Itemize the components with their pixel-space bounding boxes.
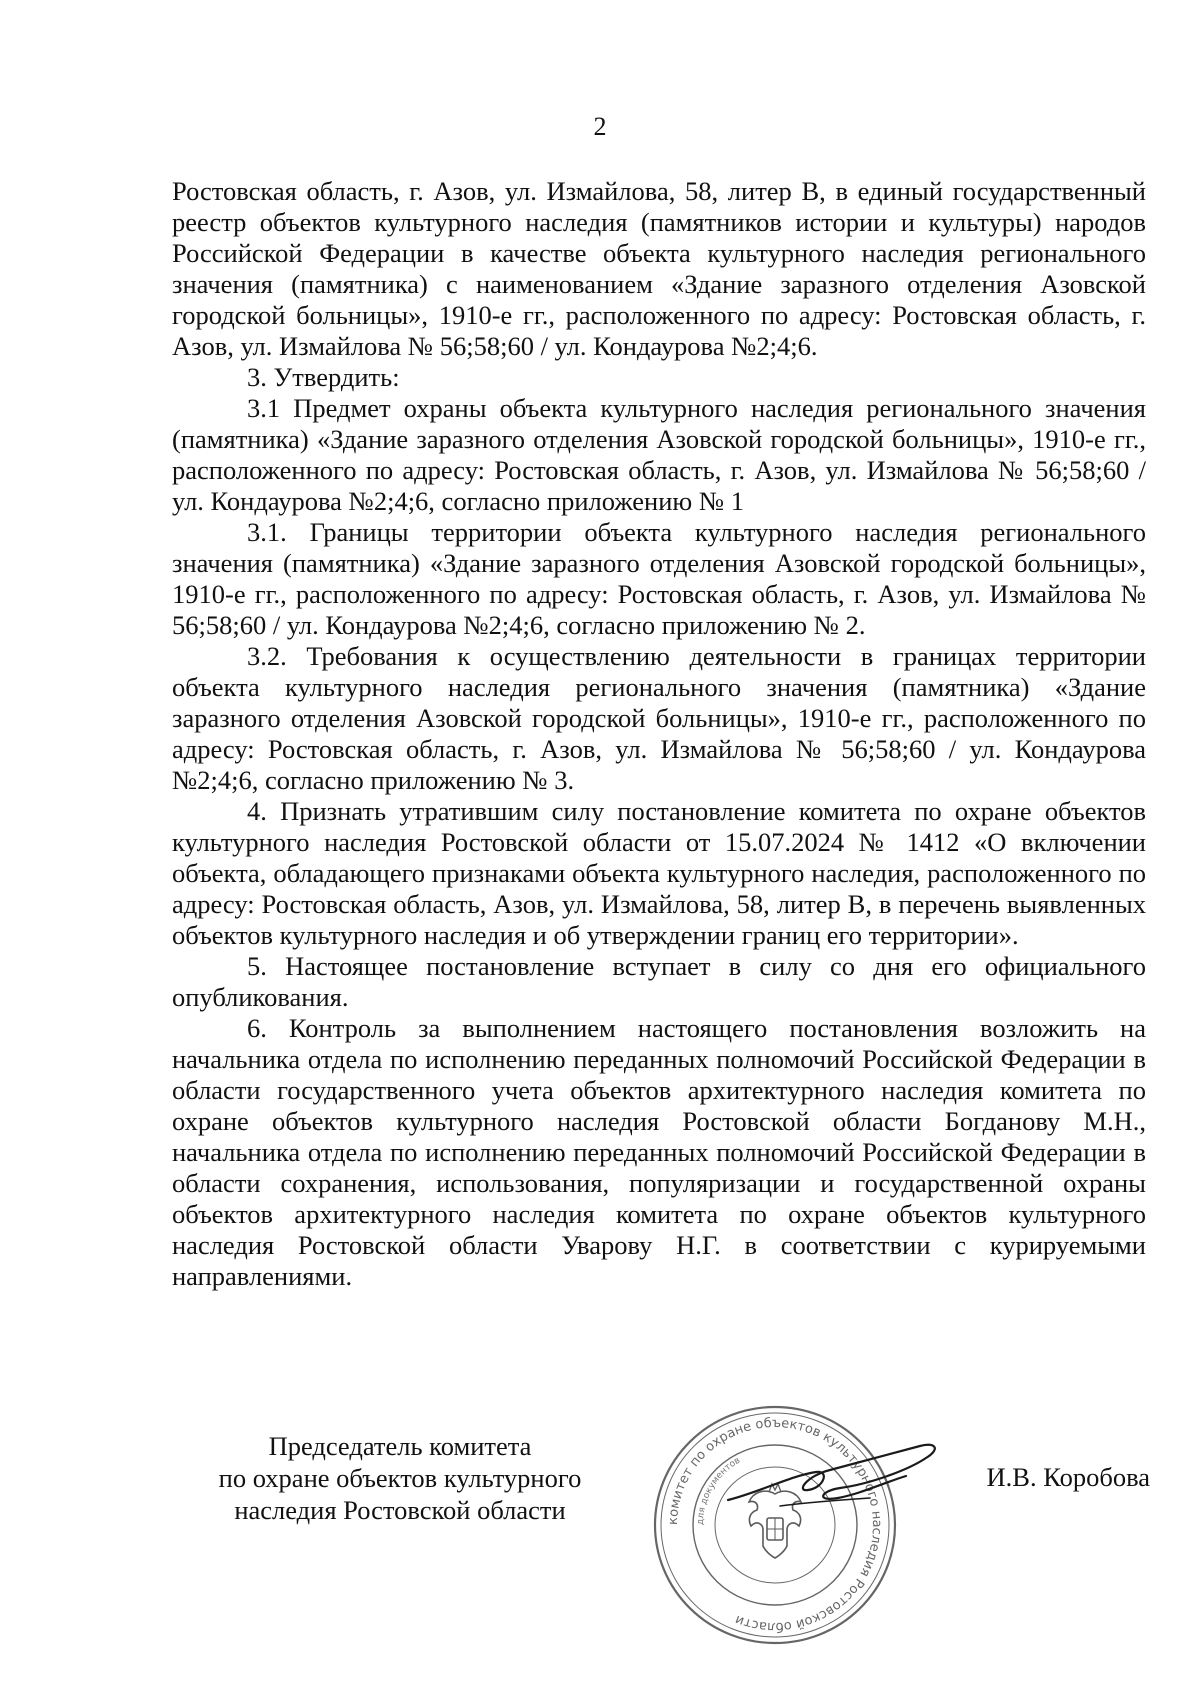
- signatory-position-line: Председатель комитета: [268, 1431, 532, 1461]
- signatory-position: [190, 1430, 610, 1526]
- handwritten-signature: [720, 1432, 950, 1532]
- paragraph-item-3-2: 3.2. Требования к осуществлению деятельности в границах территории объекта культурного наследия регионального значения (памятника) «Здание заразного отделения Азовской городской больницы», 1910-е гг., расположенного по адресу: Ростовская область, г. Азов, ул. Измайлова № 56;58;60 / ул. Кондаурова №2;4;6, согласно приложению № 3.: [172, 641, 1146, 795]
- document-body: [172, 176, 1146, 1292]
- paragraph-item-3-1-subject: 3.1 Предмет охраны объекта культурного наследия регионального значения (памятника) «Здание заразного отделения Азовской городской больницы», 1910-е гг., расположенного по адресу: Ростовская область, г. Азов, ул. Измайлова № 56;58;60 / ул. Кондаурова №2;4;6, согласно приложению № 1: [172, 393, 1146, 516]
- paragraph-item-6: 6. Контроль за выполнением настоящего постановления возложить на начальника отдела по исполнению переданных полномочий Российской Федерации в области государственного учета объектов архитектурного наследия комитета по охране объектов культурного наследия Ростовской области Богданову М.Н., начальника отдела по исполнению переданных полномочий Российской Федерации в области сохранения, использования, популяризации и государственной охраны объектов архитектурного наследия комитета по охране объектов культурного наследия Ростовской области Уварову Н.Г. в соответствии с курируемыми направлениями.: [172, 1013, 1146, 1291]
- page-number: 2: [593, 112, 607, 141]
- signatory-position-line: по охране объектов культурного: [218, 1463, 582, 1493]
- signatory-name: И.В. Коробова: [986, 1462, 1150, 1492]
- paragraph-item-5: 5. Настоящее постановление вступает в силу со дня его официального опубликования.: [172, 951, 1146, 1012]
- paragraph-continuation: Ростовская область, г. Азов, ул. Измайлова, 58, литер В, в единый государственный реестр объектов культурного наследия (памятников истории и культуры) народов Российской Федерации в качестве объекта культурного наследия регионального значения (памятника) с наименованием «Здание заразного отделения Азовской городской больницы», 1910-е гг., расположенного по адресу: Ростовская область, г. Азов, ул. Измайлова № 56;58;60 / ул. Кондаурова №2;4;6.: [172, 176, 1146, 361]
- paragraph-item-3: 3. Утвердить:: [247, 362, 400, 392]
- paragraph-item-3-1-borders: 3.1. Границы территории объекта культурного наследия регионального значения (памятника) «Здание заразного отделения Азовской городской больницы», 1910-е гг., расположенного по адресу: Ростовская область, г. Азов, ул. Измайлова № 56;58;60 / ул. Кондаурова №2;4;6, согласно приложению № 2.: [172, 517, 1146, 640]
- seal-ring-text: комитет по охране объектов культурного наследия Ростовской области: [665, 1415, 885, 1635]
- signatory-position-line: наследия Ростовской области: [234, 1495, 566, 1525]
- paragraph-item-4: 4. Признать утратившим силу постановление комитета по охране объектов культурного наследия Ростовской области от 15.07.2024 № 1412 «О включении объекта, обладающего признаками объекта культурного наследия, расположенного по адресу: Ростовская область, Азов, ул. Измайлова, 58, литер В, в перечень выявленных объектов культурного наследия и об утверждении границ его территории».: [172, 796, 1146, 950]
- seal-inner-text: для документов: [695, 1455, 743, 1526]
